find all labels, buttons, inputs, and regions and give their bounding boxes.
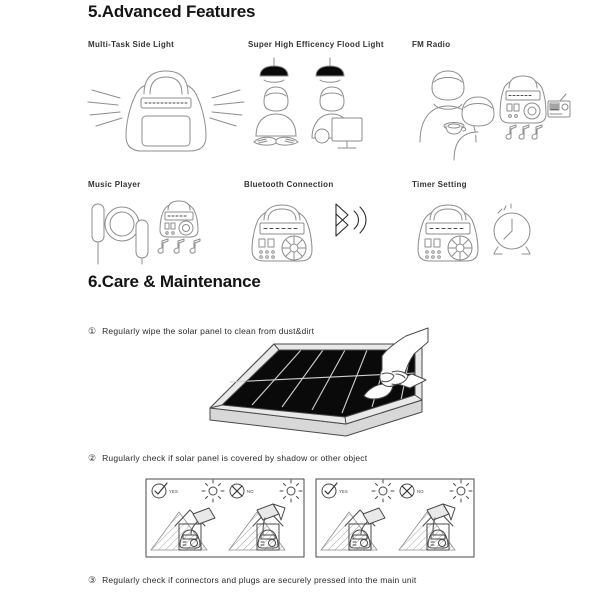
yes-label: YES <box>339 489 348 494</box>
lantern-with-side-light-rays-icon <box>86 58 246 163</box>
shadow-coverage-yes-no-panels-illustration <box>145 478 475 560</box>
case-no <box>229 480 302 550</box>
speaker-with-bluetooth-icon <box>244 198 404 270</box>
check-circle-icon <box>152 483 167 498</box>
case-no <box>399 480 472 550</box>
care-item-number: ② <box>88 453 97 463</box>
music-notes-icon <box>506 125 542 139</box>
case-yes <box>321 480 394 550</box>
bluetooth-icon <box>336 204 366 236</box>
section-heading-care-maintenance: 6.Care & Maintenance <box>88 272 261 291</box>
feature-label-multi-task-side-light: Multi-Task Side Light <box>88 40 175 49</box>
care-item-number: ① <box>88 326 97 336</box>
care-item-3 <box>88 574 416 586</box>
crossed-circle-icon <box>230 484 244 498</box>
hand-wiping-solar-panel-illustration <box>196 328 436 440</box>
sun-icon <box>280 480 302 502</box>
no-label: NO <box>417 489 424 494</box>
power-station-unit-icon <box>500 76 546 123</box>
crossed-circle-icon <box>400 484 414 498</box>
feature-label-bluetooth-connection: Bluetooth Connection <box>244 180 334 189</box>
people-listening-radio-icon <box>410 56 580 164</box>
care-item-text: Rugularly check if solar panel is covered by shadow or other object <box>102 453 368 463</box>
section-heading-advanced-features: 5.Advanced Features <box>88 2 256 21</box>
care-item-text: Regularly wipe the solar panel to clean from dust&dirt <box>102 326 315 336</box>
two-people-under-flood-lamps-icon <box>246 56 406 164</box>
speaker-with-alarm-clock-icon <box>410 198 570 270</box>
feature-label-timer-setting: Timer Setting <box>412 180 467 189</box>
hanging-lamp-icon <box>260 58 288 82</box>
music-notes-icon <box>158 239 200 253</box>
feature-label-flood-light: Super High Efficency Flood Light <box>248 40 384 49</box>
small-radio-icon <box>548 94 570 117</box>
care-item-text: Regularly check if connectors and plugs are securely pressed into the main unit <box>102 575 417 585</box>
yes-label: YES <box>169 489 178 494</box>
feature-label-fm-radio: FM Radio <box>412 40 451 49</box>
sun-icon <box>450 480 472 502</box>
shadow-panel-group <box>316 479 474 557</box>
power-station-unit-icon <box>160 201 198 237</box>
care-item-number: ③ <box>88 575 97 585</box>
no-label: NO <box>247 489 254 494</box>
hanging-lamp-icon <box>316 58 344 82</box>
power-station-unit-icon <box>252 205 312 261</box>
power-station-unit-icon <box>418 205 478 261</box>
headphones-with-music-notes-icon <box>86 196 246 268</box>
shadow-panel-group <box>146 479 304 557</box>
sun-icon <box>202 480 224 502</box>
check-circle-icon <box>322 483 337 498</box>
care-item-2 <box>88 452 367 464</box>
case-yes <box>151 480 224 550</box>
alarm-clock-icon <box>494 204 530 254</box>
feature-label-music-player: Music Player <box>88 180 141 189</box>
sun-icon <box>372 480 394 502</box>
